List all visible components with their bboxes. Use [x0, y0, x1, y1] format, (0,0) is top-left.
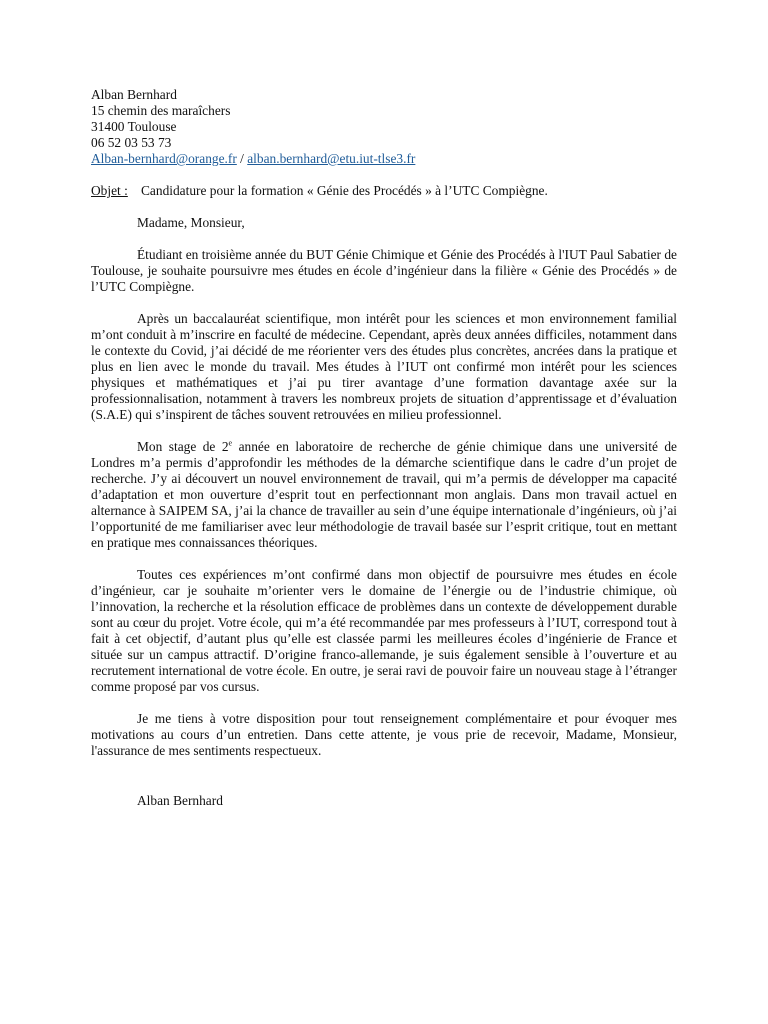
email-link-iut[interactable]: alban.bernhard@etu.iut-tlse3.fr [247, 151, 416, 166]
letter-content [91, 87, 677, 809]
paragraph-motivation: Toutes ces expériences m’ont confirmé dans mon objectif de poursuivre mes études en école d’ingénieur, car je souhaite m’orienter vers le domaine de l’énergie ou de l’industrie chimique, où l’innovation, la recherche et la résolution efficace de problèmes dans un contexte de développement durable sont au cœur du projet. Votre école, qui m’a été recommandée par mes professeurs à l’IUT, correspond tout à fait à cet objectif, d’autant plus qu’elle est classée parmi les meilleures écoles d’ingénierie de France et située sur un campus attractif. D’origine franco-allemande, je suis également sensible à l’ouverture et au recrutement international de votre école. En outre, je serai ravi de pouvoir faire un nouveau stage à l’étranger comme proposé par vos cursus. [91, 567, 677, 694]
subject-text: Candidature pour la formation « Génie des Procédés » à l’UTC Compiègne. [141, 183, 548, 198]
signature: Alban Bernhard [137, 793, 223, 808]
ordinal-superscript: e [228, 438, 233, 448]
sender-city: 31400 Toulouse [91, 119, 177, 134]
paragraph-experience [91, 439, 677, 551]
salutation: Madame, Monsieur, [137, 215, 245, 230]
paragraph-background: Après un baccalauréat scientifique, mon intérêt pour les sciences et mon environnement familial m’ont conduit à m’inscrire en faculté de médecine. Cependant, après deux années difficiles, notamment dans le contexte du Covid, j’ai décidé de me réorienter vers des études plus concrètes, ancrées dans la pratique et plus en lien avec le monde du travail. Mes études à l’IUT ont confirmé mon intérêt pour les sciences physiques et mathématiques et j’ai pu tirer avantage d’une formation davantage axée sur la professionnalisation, notamment à travers les nombreux projets de situation d’apprentissage et d’évaluation (S.A.E) qui s’inspirent de tâches souvent retrouvées en milieu professionnel. [91, 311, 677, 422]
email-separator: / [236, 151, 248, 166]
paragraph-intro: Étudiant en troisième année du BUT Génie Chimique et Génie des Procédés à l'IUT Paul Sabatier de Toulouse, je souhaite poursuivre mes études en école d’ingénieur dans la filière « Génie des Procédés » de l’UTC Compiègne. [91, 247, 677, 294]
sender-emails [91, 151, 677, 167]
paragraph-experience-start: Mon stage de 2 [137, 439, 229, 454]
sender-phone: 06 52 03 53 73 [91, 135, 172, 150]
sender-street: 15 chemin des maraîchers [91, 103, 231, 118]
sender-block [91, 87, 677, 167]
paragraph-closing: Je me tiens à votre disposition pour tout renseignement complémentaire et pour évoquer mes motivations au cours d’un entretien. Dans cette attente, je vous prie de recevoir, Madame, Monsieur, l'assurance de mes sentiments respectueux. [91, 711, 677, 758]
email-link-orange[interactable]: Alban-bernhard@orange.fr [91, 151, 237, 166]
subject-line [91, 183, 677, 199]
sender-name: Alban Bernhard [91, 87, 177, 102]
paragraph-experience-rest: année en laboratoire de recherche de génie chimique dans une université de Londres m’a permis d’approfondir les méthodes de la démarche scientifique dans le cadre d’un projet de recherche. J’y ai découvert un nouvel environnement de travail, qui m’a permis de développer ma capacité d’adaptation et mon ouverture d’esprit tout en perfectionnant mon anglais. Dans mon travail actuel en alternance à SAIPEM SA, j’ai la chance de travailler au sein d’une équipe internationale d’ingénieurs, où j’ai l’opportunité de me familiariser avec leur méthodologie de travail basée sur l’esprit critique, tout en mettant en pratique mes connaissances théoriques. [91, 439, 677, 550]
subject-label: Objet : [91, 183, 128, 198]
